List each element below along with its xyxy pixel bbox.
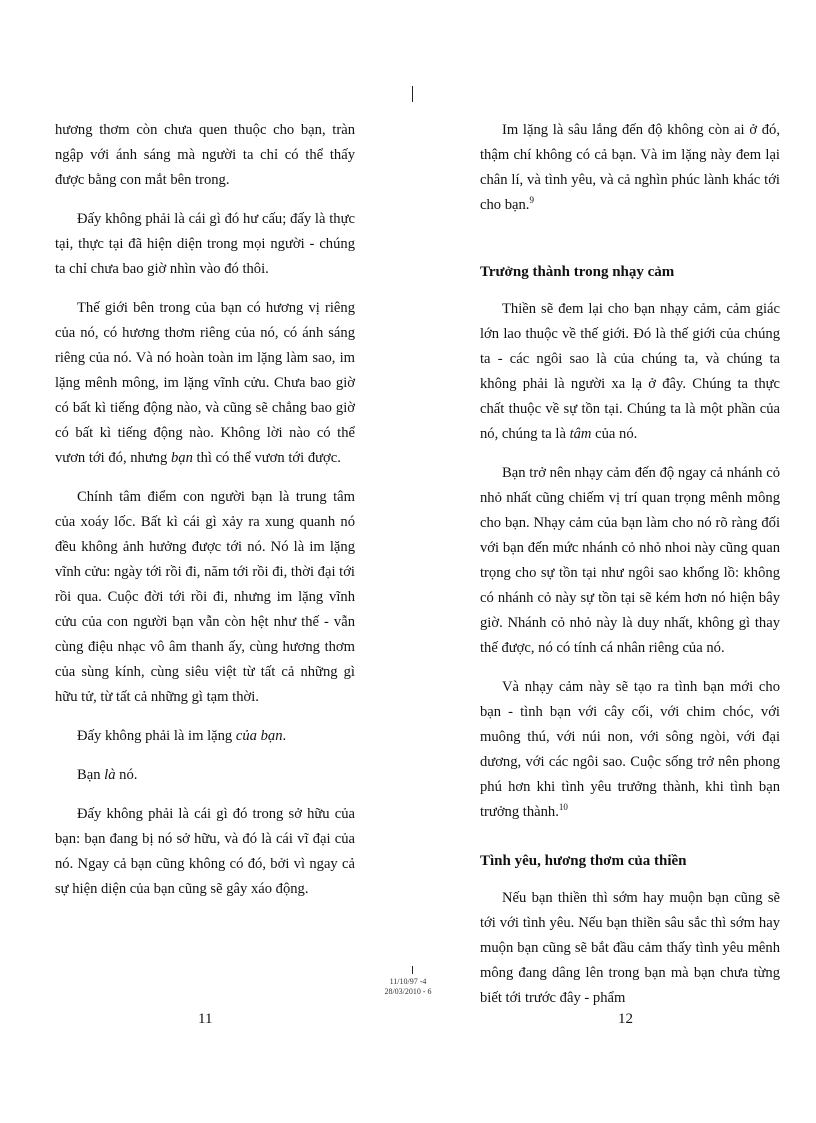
gutter-bottom-mark bbox=[412, 966, 413, 974]
text-run: nó. bbox=[115, 767, 138, 783]
spacer bbox=[480, 839, 780, 849]
emphasis: tâm bbox=[569, 426, 592, 442]
text-run: thì có thể vươn tới được. bbox=[192, 450, 341, 466]
emphasis: bạn bbox=[170, 450, 193, 466]
left-paragraph-1: hương thơm còn chưa quen thuộc cho bạn, tràn ngập với ánh sáng mà người ta chỉ có thể thấy được bằng con mắt bên trong. bbox=[55, 122, 355, 188]
text-run: của nó. bbox=[591, 426, 638, 442]
footnote-ref: 10 bbox=[558, 802, 568, 813]
left-paragraph-5 bbox=[55, 724, 355, 749]
stamp-line: 28/03/2010 - 6 bbox=[384, 987, 432, 996]
section-heading: Trưởng thành trong nhạy cảm bbox=[480, 264, 675, 280]
left-paragraph-6 bbox=[55, 763, 355, 788]
right-page-number: 12 bbox=[618, 1011, 633, 1027]
footnote-ref: 9 bbox=[529, 195, 534, 206]
left-paragraph-3 bbox=[55, 296, 355, 471]
stamp-line: 11/10/97 -4 bbox=[389, 977, 427, 986]
text-run: Thế giới bên trong của bạn có hương vị riêng của nó, có hương thơm riêng của nó, có ánh sáng riêng của nó. Và nó hoàn toàn im lặng làm sao, im lặng mênh mông, im lặng vĩnh cửu. Chưa bao giờ có bất kì tiếng động nào, và cũng sẽ chẳng bao giờ có bất kì tiếng động nào. Không lời nào có thể vươn tới đó, nhưng bbox=[55, 300, 355, 466]
text-run: Đấy không phải là im lặng bbox=[77, 728, 236, 744]
date-stamp bbox=[368, 977, 448, 997]
emphasis: của bạn bbox=[235, 728, 283, 744]
text-run: Thiền sẽ đem lại cho bạn nhạy cảm, cảm giác lớn lao thuộc về thế giới. Đó là thế giới của chúng ta - các ngôi sao là của chúng ta, và chúng ta không phải là người xa lạ ở đây. Chúng ta thực chất thuộc về sự tồn tại. Chúng ta là một phần của nó, chúng ta là bbox=[480, 301, 780, 442]
right-page-column bbox=[480, 118, 780, 1025]
gutter-top-mark bbox=[412, 86, 413, 102]
right-paragraph-4 bbox=[480, 675, 780, 825]
section-heading: Tình yêu, hương thơm của thiền bbox=[480, 853, 687, 869]
left-paragraph-7: Đấy không phải là cái gì đó trong sở hữu của bạn: bạn đang bị nó sở hữu, và đó là cái vĩ đại của nó. Ngay cả bạn cũng không có đó, bởi vì ngay cả sự hiện diện của bạn cũng sẽ gây xáo động. bbox=[55, 806, 355, 897]
text-run: Và nhạy cảm này sẽ tạo ra tình bạn mới cho bạn - tình bạn với cây cối, với chim chóc, với muông thú, với núi non, với sông ngòi, với đại dương, với các ngôi sao. Cuộc sống trở nên phong phú hơn khi tình yêu trưởng thành, khi tình bạn trưởng thành. bbox=[480, 679, 780, 820]
right-paragraph-1 bbox=[480, 118, 780, 218]
right-paragraph-3: Bạn trở nên nhạy cảm đến độ ngay cả nhánh cỏ nhỏ nhất cũng chiếm vị trí quan trọng mênh mông cho bạn. Nhạy cảm của bạn làm cho nó rõ ràng đối với bạn đến mức nhánh cỏ nhỏ nhoi này cũng quan trọng cho sự tồn tại như ngôi sao khổng lồ: không có nhánh cỏ này sự tồn tại sẽ kém hơn nó hiện bây giờ. Nhánh cỏ nhỏ này là duy nhất, không gì thay thế được, nó có tính cá nhân riêng của nó. bbox=[480, 465, 780, 656]
text-run: Bạn bbox=[77, 767, 105, 783]
emphasis: là bbox=[104, 767, 116, 783]
left-paragraph-2: Đấy không phải là cái gì đó hư cấu; đấy là thực tại, thực tại đã hiện diện trong mọi người - chúng ta chỉ chưa bao giờ nhìn vào đó thôi. bbox=[55, 211, 355, 277]
right-paragraph-5: Nếu bạn thiền thì sớm hay muộn bạn cũng sẽ tới với tình yêu. Nếu bạn thiền sâu sắc thì sớm hay muộn bạn cũng sẽ bắt đầu cảm thấy tình yêu mênh mông đang dâng lên trong bạn mà bạn chưa từng biết tới trước đây - phẩm bbox=[480, 890, 780, 1006]
left-page-number: 11 bbox=[198, 1011, 213, 1027]
text-run: . bbox=[282, 728, 287, 744]
spacer bbox=[480, 232, 780, 260]
text-run: Im lặng là sâu lắng đến độ không còn ai ở đó, thậm chí không có cả bạn. Và im lặng này đem lại chân lí, và tình yêu, và cả nghìn phúc lành khác tới cho bạn. bbox=[480, 122, 780, 213]
left-page-column bbox=[55, 118, 355, 916]
left-paragraph-4: Chính tâm điểm con người bạn là trung tâm của xoáy lốc. Bất kì cái gì xảy ra xung quanh nó đều không ảnh hưởng được tới nó. Nó là im lặng vĩnh cửu: ngày tới rồi đi, năm tới rồi đi, thời đại tới rồi qua. Cuộc đời tới rồi đi, nhưng im lặng vĩnh cửu của con người bạn vẫn còn hệt như thế - vẫn cùng điệu nhạc vô âm thanh ấy, cùng hương thơm của sùng kính, cùng siêu việt từ tất cả những gì hữu tử, từ tất cả những gì tạm thời. bbox=[55, 489, 355, 705]
right-paragraph-2 bbox=[480, 297, 780, 447]
